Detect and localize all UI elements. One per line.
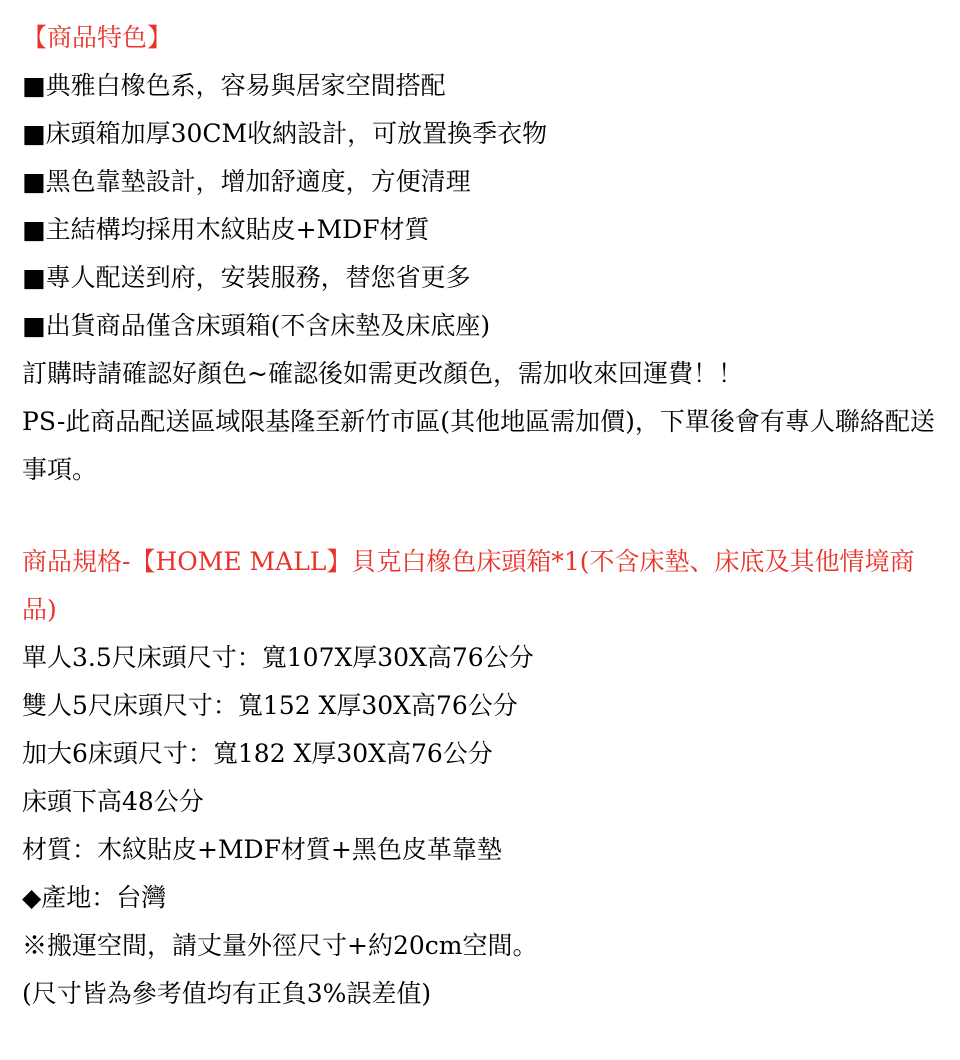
feature-item: ■黑色靠墊設計，增加舒適度，方便清理 xyxy=(22,167,471,196)
feature-item: ■床頭箱加厚30CM收納設計，可放置換季衣物 xyxy=(22,119,548,148)
feature-item: ■典雅白橡色系，容易與居家空間搭配 xyxy=(22,71,446,100)
spec-item: 加大6床頭尺寸：寬182 X厚30X高76公分 xyxy=(22,739,493,768)
feature-item: ■專人配送到府，安裝服務，替您省更多 xyxy=(22,263,471,292)
spec-item: 單人3.5尺床頭尺寸：寬107X厚30X高76公分 xyxy=(22,643,534,672)
feature-item: ■出貨商品僅含床頭箱(不含床墊及床底座) xyxy=(22,311,491,340)
features-heading: 【商品特色】 xyxy=(22,23,173,52)
spec-item: ◆產地：台灣 xyxy=(22,883,167,912)
delivery-area-note: PS-此商品配送區域限基隆至新竹市區(其他地區需加價)，下單後會有專人聯絡配送事項。 xyxy=(22,407,935,484)
order-color-note: 訂購時請確認好顏色~確認後如需更改顏色，需加收來回運費！！ xyxy=(22,359,743,388)
section-spacer xyxy=(22,494,938,538)
feature-item: ■主結構均採用木紋貼皮+MDF材質 xyxy=(22,215,430,244)
spec-item: 材質：木紋貼皮+MDF材質+黑色皮革靠墊 xyxy=(22,835,502,864)
spec-title: 商品規格-【HOME MALL】貝克白橡色床頭箱*1(不含床墊、床底及其他情境商品) xyxy=(22,547,915,624)
spec-item: 雙人5尺床頭尺寸：寬152 X厚30X高76公分 xyxy=(22,691,518,720)
spec-item: (尺寸皆為參考值均有正負3%誤差值) xyxy=(22,979,432,1008)
spec-item: ※搬運空間，請丈量外徑尺寸+約20cm空間。 xyxy=(22,931,538,960)
spec-item: 床頭下高48公分 xyxy=(22,787,204,816)
